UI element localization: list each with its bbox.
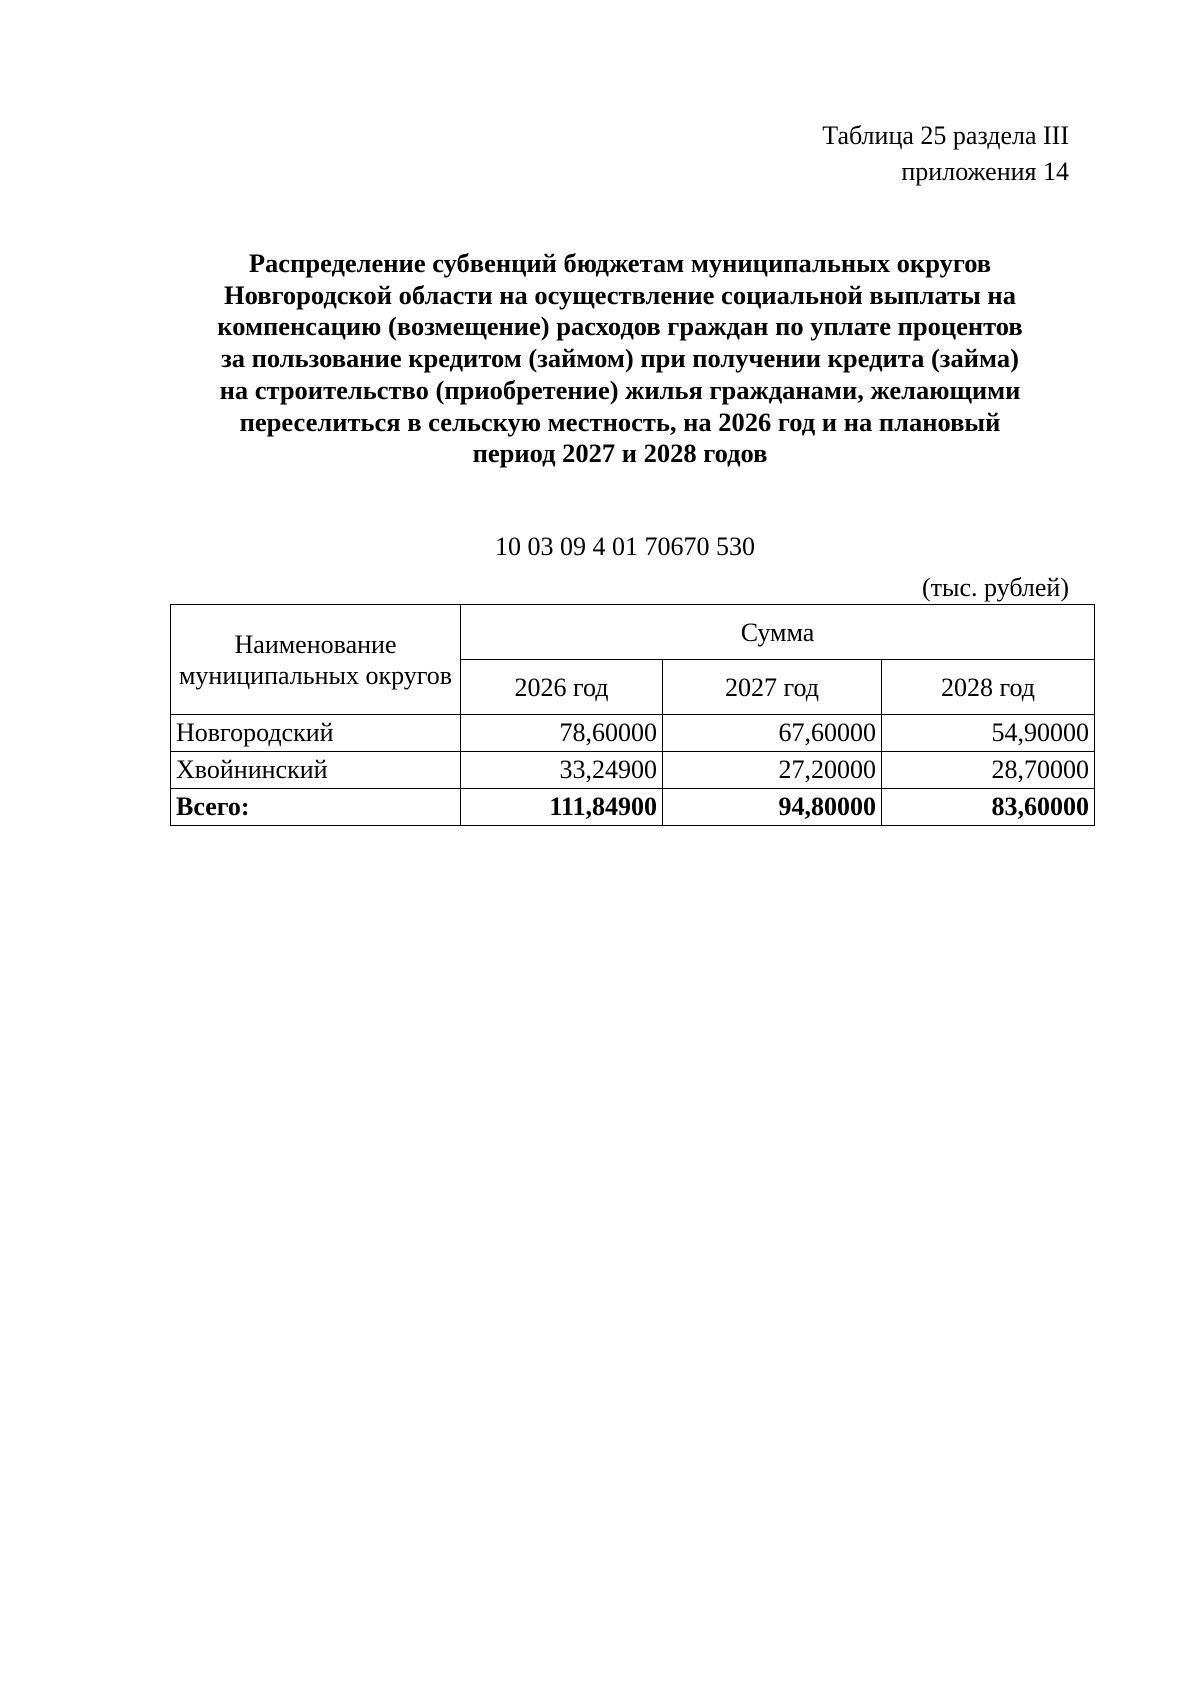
amount-cell: 33,24900: [461, 752, 663, 789]
table-header-row: [171, 605, 1095, 660]
amount-cell: 28,70000: [882, 752, 1095, 789]
district-name: Новгородский: [171, 715, 461, 752]
amount-cell: 54,90000: [882, 715, 1095, 752]
column-header-name: Наименование муниципальных округов: [171, 605, 461, 715]
amount-cell: 27,20000: [663, 752, 882, 789]
amount-cell: 67,60000: [663, 715, 882, 752]
title-line: Распределение субвенций бюджетам муниципальных округов: [248, 248, 992, 278]
title-line: период 2027 и 2028 годов: [472, 438, 768, 469]
table-row: [171, 752, 1095, 789]
table-reference: [822, 118, 1069, 190]
title-line: переселиться в сельскую местность, на 2026 год и на плановый: [239, 406, 1001, 437]
budget-classification-code: 10 03 09 4 01 70670 530: [495, 532, 755, 561]
column-header-year: 2026 год: [461, 660, 663, 715]
total-amount-cell: 111,84900: [461, 789, 663, 826]
district-name: Хвойнинский: [171, 752, 461, 789]
title-line: за пользование кредитом (займом) при получении кредита (займа): [221, 343, 1019, 374]
table-row: [171, 715, 1095, 752]
title-line: компенсацию (возмещение) расходов граждан по уплате процентов: [217, 311, 1023, 342]
total-amount-cell: 83,60000: [882, 789, 1095, 826]
column-header-year: 2027 год: [663, 660, 882, 715]
column-header-sum: Сумма: [461, 605, 1095, 660]
units-note: (тыс. рублей): [921, 573, 1069, 602]
total-row: [171, 789, 1095, 826]
amount-cell: 78,60000: [461, 715, 663, 752]
table-reference-line-1: Таблица 25 раздела III: [822, 121, 1069, 150]
title-line: на строительство (приобретение) жилья гражданами, желающими: [219, 374, 1021, 405]
total-amount-cell: 94,80000: [663, 789, 882, 826]
distribution-table: [170, 604, 1095, 826]
title-line: Новгородской области на осуществление социальной выплаты на: [224, 279, 1016, 310]
column-header-year: 2028 год: [882, 660, 1095, 715]
document-title: [160, 248, 1080, 470]
table-reference-line-2: приложения 14: [901, 157, 1069, 186]
total-label: Всего:: [171, 789, 461, 826]
